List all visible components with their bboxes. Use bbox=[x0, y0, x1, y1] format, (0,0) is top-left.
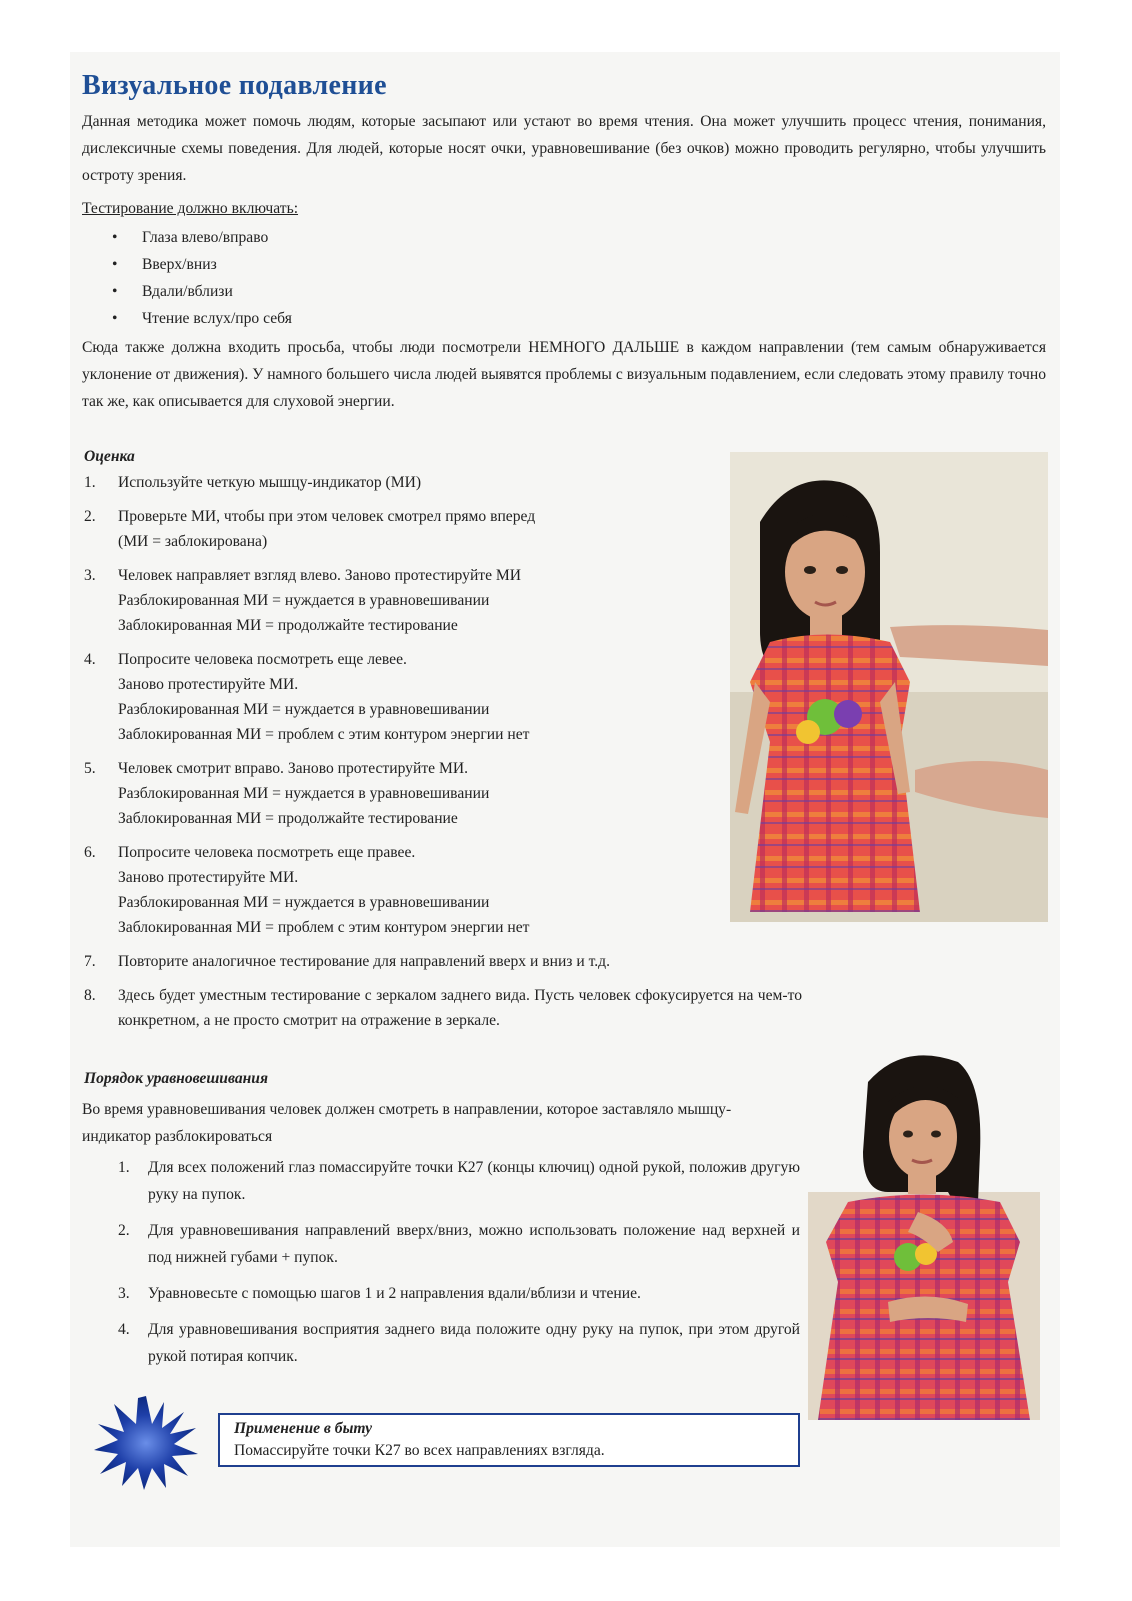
evaluation-step-5: 5. Человек смотрит вправо. Заново протестируйте МИ. Разблокированная МИ = нуждается в уравновешивании Заблокированная МИ = продолжайте тестирование bbox=[84, 760, 490, 827]
evaluation-step-8: 8. Здесь будет уместным тестирование с зеркалом заднего вида. Пусть человек сфокусируется на чем-то конкретном, а не просто смотрит на отражение в зеркале. bbox=[84, 987, 802, 1029]
intro-paragraph: Данная методика может помочь людям, которые засыпают или устают во время чтения. Она может улучшить процесс чтения, понимания, дислексичные схемы поведения. Для людей, которые носят очки, уравновешивание (без очков) можно проводить регулярно, чтобы улучшить остроту зрения. bbox=[82, 113, 1046, 184]
daily-use-text: Помассируйте точки К27 во всех направлениях взгляда. bbox=[234, 1442, 605, 1459]
page-title: Визуальное подавление bbox=[82, 70, 387, 101]
evaluation-step-6: 6. Попросите человека посмотреть еще правее. Заново протестируйте МИ. Разблокированная МИ = нуждается в уравновешивании Заблокированная МИ = проблем с этим контуром энергии нет bbox=[84, 844, 530, 936]
starburst-icon bbox=[92, 1394, 200, 1490]
evaluation-step-1: 1. Используйте четкую мышцу-индикатор (МИ) bbox=[84, 474, 422, 491]
list-item: • Вверх/вниз bbox=[108, 251, 292, 278]
evaluation-heading: Оценка bbox=[84, 448, 135, 465]
evaluation-step-4: 4. Попросите человека посмотреть еще левее. Заново протестируйте МИ. Разблокированная МИ = нуждается в уравновешивании Заблокированная МИ = проблем с этим контуром энергии нет bbox=[84, 651, 530, 743]
list-item: • Глаза влево/вправо bbox=[108, 224, 292, 251]
bullet-icon: • bbox=[112, 283, 118, 300]
balancing-step-2: 2. Для уравновешивания направлений вверх/вниз, можно использовать положение над верхней и под нижней губами + пупок. bbox=[118, 1222, 800, 1266]
balancing-step-3: 3. Уравновесьте с помощью шагов 1 и 2 направления вдали/вблизи и чтение. bbox=[118, 1285, 641, 1302]
list-item: • Вдали/вблизи bbox=[108, 278, 292, 305]
bullet-icon: • bbox=[112, 229, 118, 246]
evaluation-step-3: 3. Человек направляет взгляд влево. Заново протестируйте МИ Разблокированная МИ = нуждается в уравновешивании Заблокированная МИ = продолжайте тестирование bbox=[84, 567, 522, 634]
evaluation-step-2: 2. Проверьте МИ, чтобы при этом человек смотрел прямо вперед (МИ = заблокирована) bbox=[84, 508, 536, 550]
balancing-step-1: 1. Для всех положений глаз помассируйте точки К27 (концы ключиц) одной рукой, положив другую руку на пупок. bbox=[118, 1159, 800, 1203]
tests-heading: Тестирование должно включать: bbox=[82, 200, 299, 217]
girl-balancing-illustration bbox=[808, 1042, 1040, 1420]
list-item: • Чтение вслух/про себя bbox=[108, 305, 292, 332]
daily-use-box bbox=[218, 1413, 800, 1467]
girl-photo-balancing bbox=[808, 1042, 1040, 1420]
balancing-steps bbox=[112, 1154, 800, 1379]
girl-photo-testing bbox=[730, 452, 1048, 922]
page bbox=[70, 52, 1060, 1547]
evaluation-steps bbox=[82, 470, 802, 1042]
balancing-heading: Порядок уравновешивания bbox=[84, 1070, 268, 1087]
extra-paragraph: Сюда также должна входить просьба, чтобы люди посмотрели НЕМНОГО ДАЛЬШЕ в каждом направлении (тем самым обнаруживается уклонение от движения). У намного большего числа людей выявятся проблемы с визуальным подавлением, если следовать этому правилу точно так же, как описывается для слуховой энергии. bbox=[82, 339, 1046, 410]
tests-list bbox=[108, 224, 292, 332]
evaluation-step-7: 7. Повторите аналогичное тестирование для направлений вверх и вниз и т.д. bbox=[84, 953, 610, 970]
girl-testing-illustration bbox=[730, 452, 1048, 922]
bullet-icon: • bbox=[112, 256, 118, 273]
balancing-intro: Во время уравновешивания человек должен смотреть в направлении, которое заставляло мышцу-индикатор разблокироваться bbox=[82, 1101, 732, 1145]
balancing-step-4: 4. Для уравновешивания восприятия заднего вида положите одну руку на пупок, при этом другой рукой потирая копчик. bbox=[118, 1321, 800, 1365]
bullet-icon: • bbox=[112, 310, 118, 327]
daily-use-title: Применение в быту bbox=[234, 1420, 373, 1437]
